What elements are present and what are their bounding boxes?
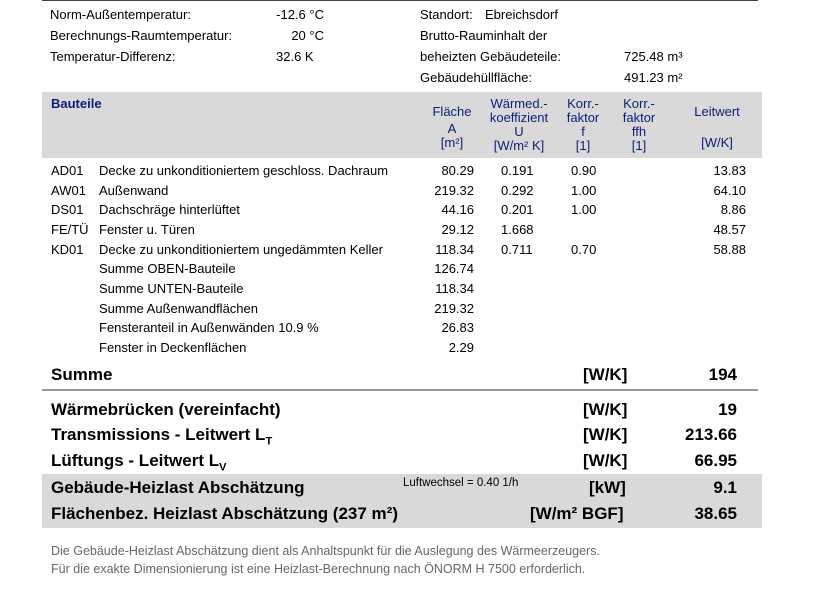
norm-aussentemp-value: -12.6 °C <box>276 7 324 22</box>
row-f: 0.90 <box>571 163 597 178</box>
brutto-label-line2: beheizten Gebäudeteile: <box>420 49 561 64</box>
row-code: DS01 <box>51 202 84 217</box>
result-label: Transmissions - Leitwert $L_T$ <box>51 425 273 448</box>
row-name: Fenster in Deckenflächen <box>99 340 247 355</box>
result-label: Wärmebrücken (vereinfacht) <box>51 400 281 419</box>
col-header-ffh: Korr.- faktor ffh [1] <box>622 96 656 153</box>
row-flaeche: 44.16 <box>441 202 474 217</box>
row-name: Decke zu unkonditioniertem ungedämmten Keller <box>99 242 383 257</box>
row-flaeche: 219.32 <box>434 301 474 316</box>
result-label: Gebäude-Heizlast Abschätzung <box>51 478 305 497</box>
row-name: Decke zu unkonditioniertem geschloss. Dachraum <box>99 163 389 178</box>
row-u: 0.711 <box>501 242 533 257</box>
row-leitwert: 13.83 <box>713 163 746 178</box>
row-flaeche: 80.29 <box>441 163 474 178</box>
result-value: 213.66 <box>685 425 737 444</box>
col-header-flaeche: Fläche A [m²] <box>432 104 472 150</box>
summe-value: 194 <box>708 365 737 384</box>
raumtemp-label: Berechnungs-Raumtemperatur: <box>50 28 233 43</box>
result-unit: [W/K] <box>583 400 628 419</box>
huellflaeche-value: 491.23 m² <box>624 70 683 85</box>
row-code: KD01 <box>51 242 84 257</box>
row-name: Fenster u. Türen <box>99 222 195 237</box>
summe-unit: [W/K] <box>583 365 628 384</box>
row-flaeche: 118.34 <box>435 281 474 296</box>
row-u: 0.292 <box>501 183 534 198</box>
row-flaeche: 118.34 <box>435 242 474 257</box>
row-name: Dachschräge hinterlüftet <box>99 202 240 217</box>
result-label: Lüftungs - Leitwert $L_V$ <box>51 451 227 474</box>
brutto-label-line1: Brutto-Rauminhalt der <box>420 28 548 43</box>
row-flaeche: 2.29 <box>448 340 474 355</box>
footnote-line2: Für die exakte Dimensionierung ist eine Heizlast-Berechnung nach ÖNORM H 7500 erforderlich. <box>51 562 586 576</box>
table-title: Bauteile <box>51 96 102 111</box>
standort-value: Ebreichsdorf <box>485 7 558 22</box>
row-name: Fensteranteil in Außenwänden 10.9 % <box>99 320 319 335</box>
row-name: Summe UNTEN-Bauteile <box>99 281 244 296</box>
row-code: AW01 <box>51 183 86 198</box>
result-value: 38.65 <box>694 504 737 523</box>
result-unit: [W/K] <box>583 451 628 470</box>
norm-aussentemp-label: Norm-Außentemperatur: <box>50 7 191 22</box>
row-u: 0.191 <box>501 163 534 178</box>
row-flaeche: 126.74 <box>434 261 474 276</box>
top-rule <box>42 0 758 1</box>
standort-label: Standort: <box>420 7 473 22</box>
row-leitwert: 64.10 <box>713 183 746 198</box>
result-value: 66.95 <box>694 451 737 470</box>
col-header-f: Korr.- faktor f [1] <box>566 96 600 153</box>
row-f: 1.00 <box>571 202 597 217</box>
row-leitwert: 58.88 <box>713 242 746 257</box>
row-code: FE/TÜ <box>51 222 89 237</box>
temp-diff-label: Temperatur-Differenz: <box>50 49 176 64</box>
row-flaeche: 26.83 <box>441 320 474 335</box>
result-unit: [kW] <box>589 478 626 497</box>
temp-diff-value: 32.6 K <box>276 49 314 64</box>
brutto-value: 725.48 m³ <box>624 49 683 64</box>
luftwechsel-note: Luftwechsel = 0.40 1/h <box>403 477 519 489</box>
raumtemp-value: 20 °C <box>291 28 324 43</box>
footnote-line1: Die Gebäude-Heizlast Abschätzung dient als Anhaltspunkt für die Auslegung des Wärmeerzeugers. <box>51 544 600 558</box>
result-value: 9.1 <box>713 478 737 497</box>
row-u: 0.201 <box>501 202 534 217</box>
row-name: Summe Außenwandflächen <box>99 301 258 316</box>
col-header-u: Wärmed.- koeffizient U [W/m² K] <box>489 96 549 153</box>
row-leitwert: 48.57 <box>713 222 746 237</box>
row-name: Summe OBEN-Bauteile <box>99 261 236 276</box>
row-flaeche: 219.32 <box>434 183 474 198</box>
result-unit: [W/K] <box>583 425 628 444</box>
summe-divider <box>42 389 758 391</box>
summe-label: Summe <box>51 365 113 384</box>
row-u: 1.668 <box>501 222 534 237</box>
row-f: 0.70 <box>571 242 597 257</box>
row-name: Außenwand <box>99 183 169 198</box>
result-value: 19 <box>718 400 737 419</box>
row-leitwert: 8.86 <box>720 202 746 217</box>
result-label: Flächenbez. Heizlast Abschätzung (237 m²) <box>51 504 398 523</box>
row-flaeche: 29.12 <box>441 222 474 237</box>
row-code: AD01 <box>51 163 84 178</box>
col-header-leitwert: Leitwert [W/K] <box>694 104 740 150</box>
result-unit: [W/m² BGF] <box>530 504 624 523</box>
huellflaeche-label: Gebäudehüllfläche: <box>420 70 533 85</box>
row-f: 1.00 <box>571 183 597 198</box>
